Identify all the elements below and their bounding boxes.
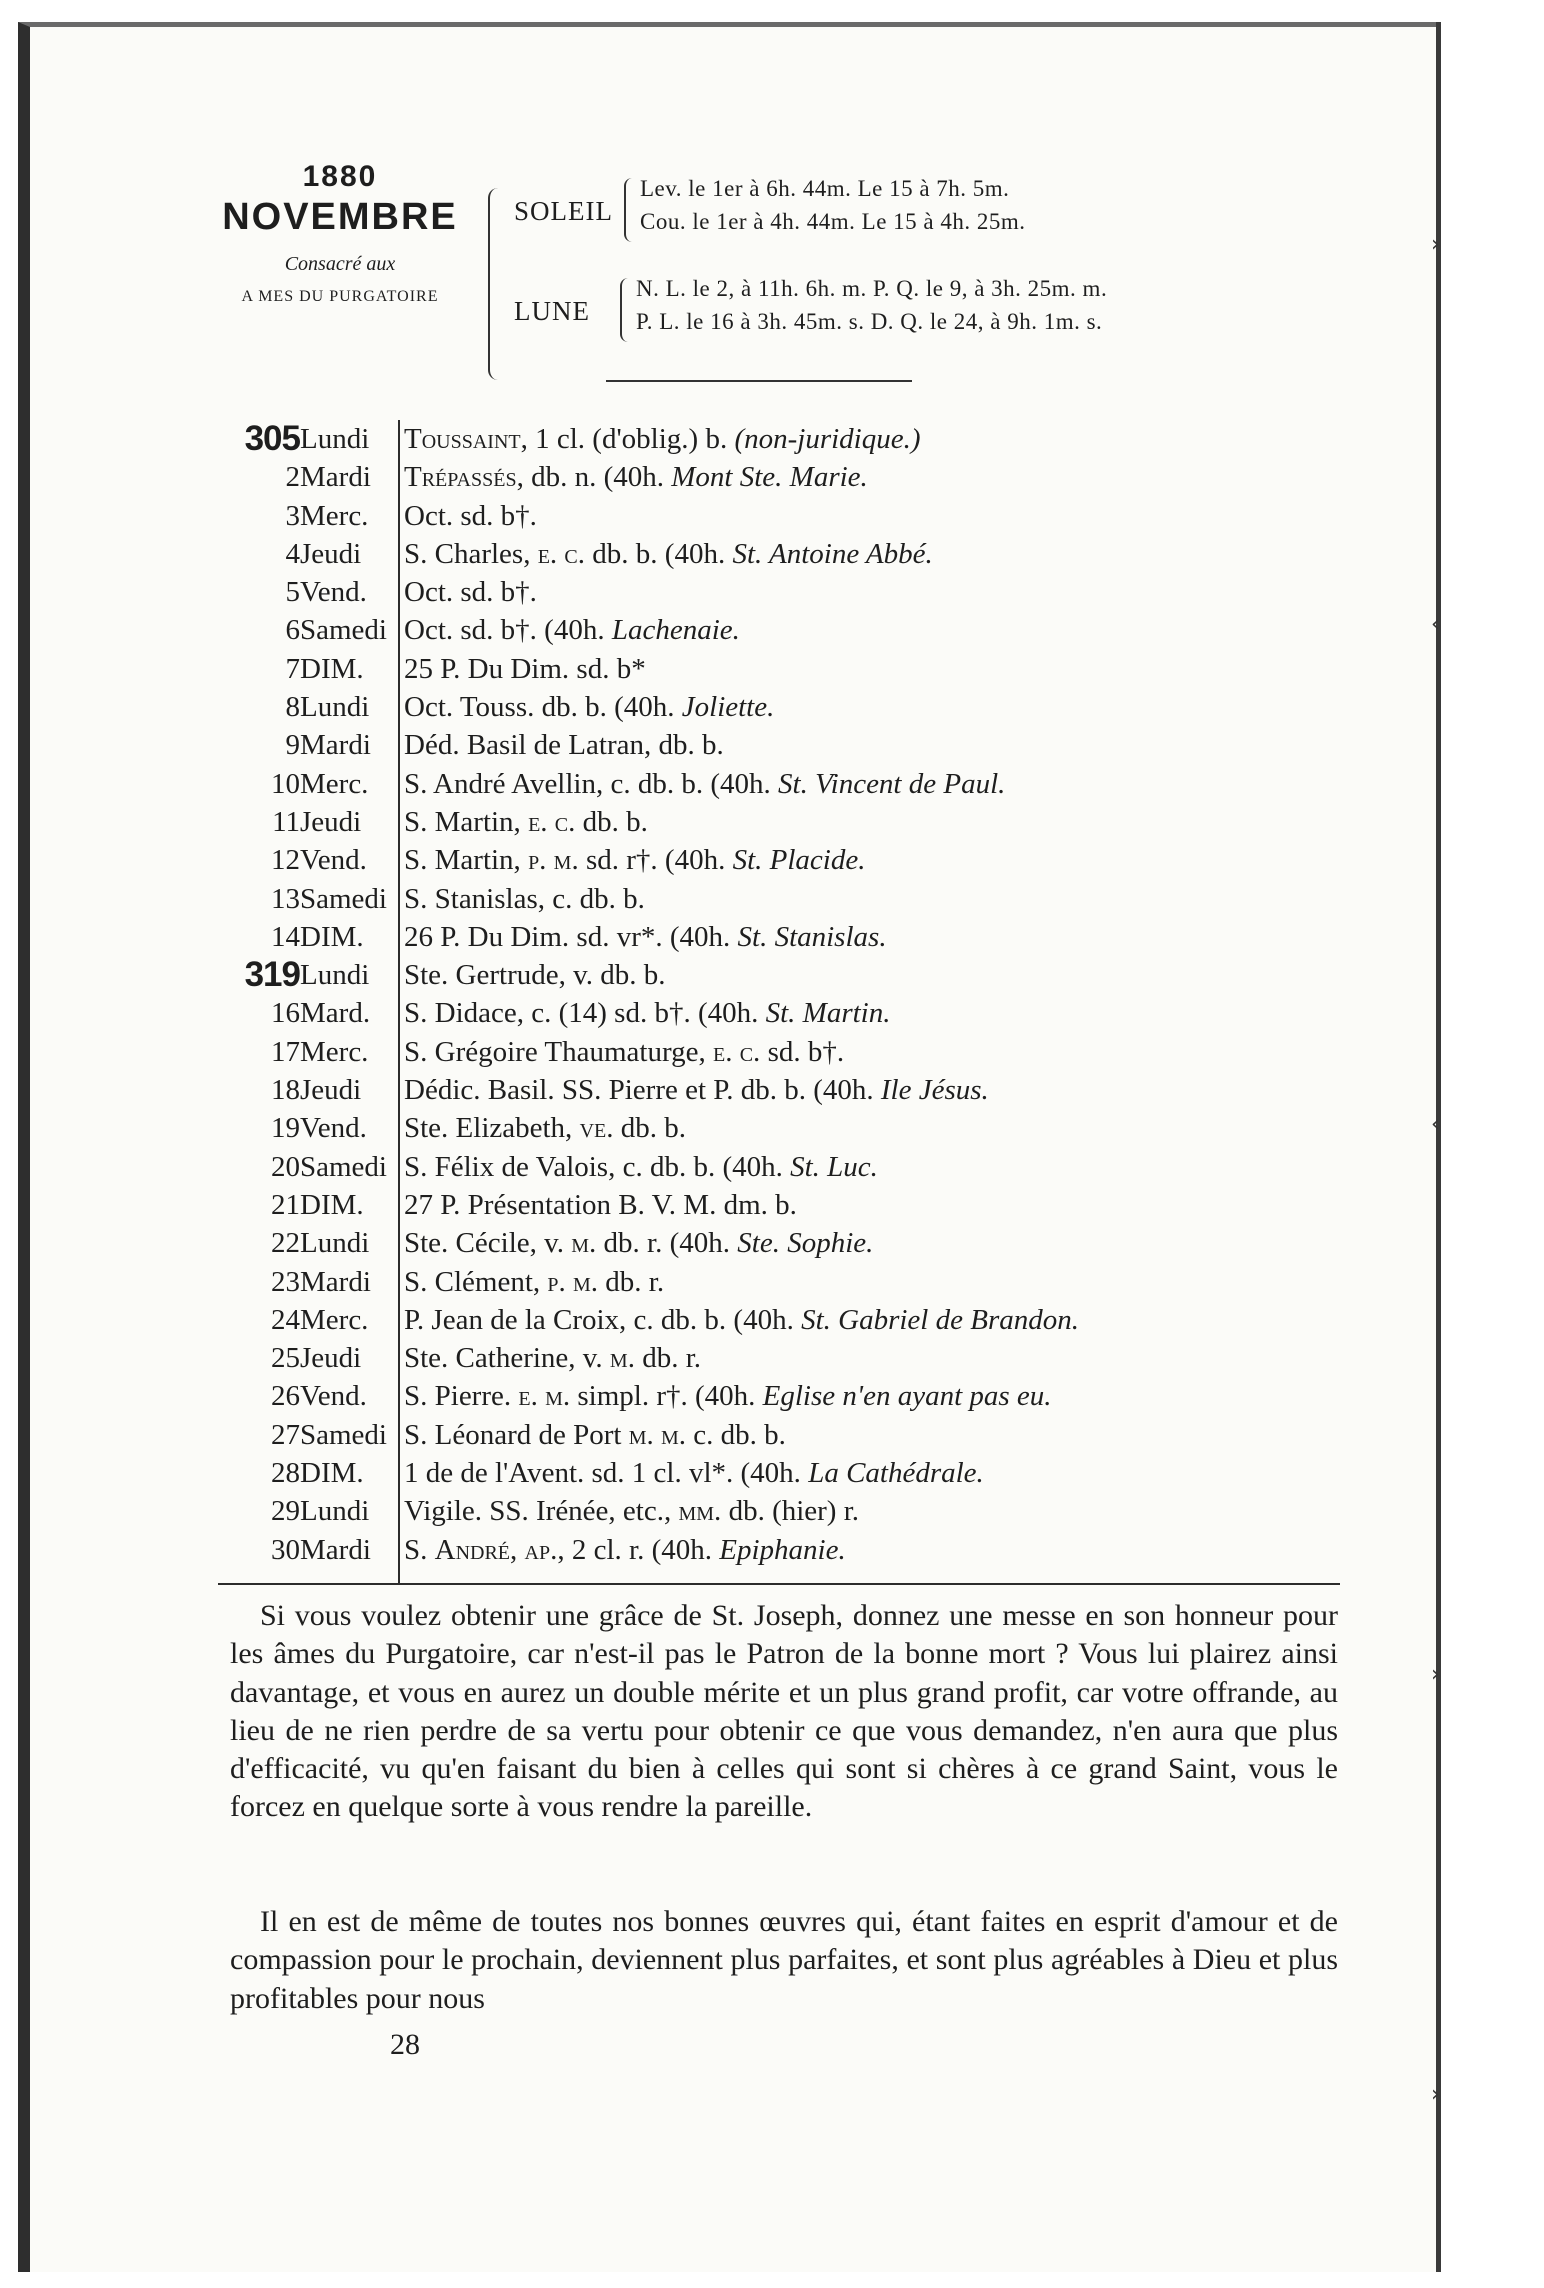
edge-mark: › bbox=[1431, 2082, 1440, 2107]
feast-entry: S. Clément, p. m. db. r. bbox=[404, 1265, 665, 1298]
dedication-label: A MES DU PURGATOIRE bbox=[241, 288, 439, 305]
calendar-row bbox=[190, 994, 1350, 1032]
edge-mark: ‹ bbox=[1431, 1112, 1440, 1137]
feast-entry: S. Martin, e. c. db. b. bbox=[404, 805, 648, 838]
feast-entry: Vigile. SS. Irénée, etc., mm. db. (hier) r. bbox=[404, 1495, 860, 1528]
feast-entry: Oct. sd. b†. bbox=[404, 499, 537, 532]
calendar-row bbox=[190, 458, 1350, 496]
day-number: 11 bbox=[272, 805, 300, 838]
feast-entry: 25 P. Du Dim. sd. b* bbox=[404, 652, 646, 685]
calendar-row bbox=[190, 1186, 1350, 1224]
calendar-table bbox=[190, 420, 1350, 1569]
calendar-row bbox=[190, 726, 1350, 764]
calendar-row bbox=[190, 573, 1350, 611]
day-name: Merc. bbox=[300, 1303, 369, 1336]
edge-mark: › bbox=[1431, 1662, 1440, 1687]
day-number: 19 bbox=[271, 1112, 300, 1145]
day-number: 9 bbox=[285, 729, 300, 762]
day-name: Mardi bbox=[300, 729, 371, 762]
day-number: 25 bbox=[271, 1342, 300, 1375]
feast-entry: S. Martin, p. m. sd. r†. (40h. St. Placide. bbox=[404, 844, 866, 877]
page-number: 28 bbox=[390, 2028, 420, 2061]
feast-entry: S. Grégoire Thaumaturge, e. c. sd. b†. bbox=[404, 1035, 845, 1068]
day-name: Samedi bbox=[300, 614, 387, 647]
header-rule bbox=[606, 380, 912, 382]
calendar-row bbox=[190, 880, 1350, 918]
day-number: 7 bbox=[285, 652, 300, 685]
feast-entry: Ste. Cécile, v. m. db. r. (40h. Ste. Sophie. bbox=[404, 1227, 874, 1260]
day-number: 12 bbox=[271, 844, 300, 877]
day-name: Vend. bbox=[300, 1380, 367, 1413]
calendar-row bbox=[190, 841, 1350, 879]
lune-label: LUNE bbox=[514, 296, 590, 326]
day-name: Samedi bbox=[300, 1150, 387, 1183]
day-name: Jeudi bbox=[300, 1074, 362, 1107]
calendar-row bbox=[190, 1416, 1350, 1454]
feast-entry: Dédic. Basil. SS. Pierre et P. db. b. (40h. Ile Jésus. bbox=[404, 1074, 989, 1107]
day-number: 17 bbox=[271, 1035, 300, 1068]
day-name: Lundi bbox=[300, 1227, 370, 1260]
feast-entry: S. Charles, e. c. db. b. (40h. St. Antoine Abbé. bbox=[404, 537, 933, 570]
calendar-row bbox=[190, 1339, 1350, 1377]
edge-mark: › bbox=[1431, 232, 1440, 257]
calendar-row bbox=[190, 611, 1350, 649]
day-number: 6 bbox=[285, 614, 300, 647]
day-number: 319 bbox=[244, 955, 300, 995]
calendar-row bbox=[190, 535, 1350, 573]
feast-entry: S. Léonard de Port m. m. c. db. b. bbox=[404, 1418, 786, 1451]
day-name: Vend. bbox=[300, 1112, 367, 1145]
day-name: DIM. bbox=[300, 652, 364, 685]
day-number: 305 bbox=[244, 419, 300, 458]
day-name: Lundi bbox=[300, 1495, 370, 1528]
day-name: Lundi bbox=[300, 959, 370, 992]
next-page-edge bbox=[1431, 22, 1544, 2272]
day-name: DIM. bbox=[300, 1457, 364, 1490]
day-name: Jeudi bbox=[300, 537, 362, 570]
feast-entry: S. André Avellin, c. db. b. (40h. St. Vincent de Paul. bbox=[404, 767, 1006, 800]
day-number: 30 bbox=[271, 1533, 300, 1566]
day-name: Mardi bbox=[300, 461, 371, 494]
lune-brace bbox=[620, 278, 630, 342]
calendar-row bbox=[190, 1148, 1350, 1186]
feast-entry: Oct. sd. b†. bbox=[404, 576, 537, 609]
calendar-row bbox=[190, 956, 1350, 994]
calendar-row bbox=[190, 1454, 1350, 1492]
consacre-label: Consacré aux bbox=[284, 253, 396, 275]
feast-entry: 26 P. Du Dim. sd. vr*. (40h. St. Stanislas. bbox=[404, 920, 887, 953]
feast-entry: 1 de de l'Avent. sd. 1 cl. vl*. (40h. La Cathédrale. bbox=[404, 1457, 984, 1490]
day-number: 28 bbox=[271, 1457, 300, 1490]
paragraph-2: Il en est de même de toutes nos bonnes œuvres qui, étant faites en esprit d'amour et de compassion pour le prochain, deviennent plus parfaites, et sont plus agréables à Dieu et plus profitables pour nous bbox=[230, 1905, 1338, 2015]
calendar-row bbox=[190, 497, 1350, 535]
day-name: Samedi bbox=[300, 1418, 387, 1451]
year-label: 1880 bbox=[302, 160, 378, 193]
feast-entry: Ste. Elizabeth, ve. db. b. bbox=[404, 1112, 686, 1145]
calendar-row bbox=[190, 650, 1350, 688]
calendar-row bbox=[190, 1109, 1350, 1147]
day-number: 10 bbox=[271, 767, 300, 800]
calendar-row bbox=[190, 1071, 1350, 1109]
header-brace bbox=[488, 188, 504, 380]
calendar-row bbox=[190, 765, 1350, 803]
feast-entry: S. Didace, c. (14) sd. b†. (40h. St. Martin. bbox=[404, 997, 891, 1030]
day-name: Merc. bbox=[300, 1035, 369, 1068]
feast-entry: Oct. sd. b†. (40h. Lachenaie. bbox=[404, 614, 740, 647]
day-number: 14 bbox=[271, 920, 300, 953]
feast-entry: S. Pierre. e. m. simpl. r†. (40h. Eglise n'en ayant pas eu. bbox=[404, 1380, 1052, 1413]
paragraph-1: Si vous voulez obtenir une grâce de St. Joseph, donnez une messe en son honneur pour les âmes du Purgatoire, car n'est-il pas le Patron de la bonne mort ? Vous lui plairez ainsi davantage, et vous en aurez un double mérite et un plus grand profit, car votre offrande, au lieu de ne rien perdre de sa vertu pour obtenir ce que vous demandez, n'en aura que plus d'efficacité, vu qu'en faisant du bien à celles qui sont si chères à ce grand Saint, vous le forcez en quelque sorte à vous rendre la pareille. bbox=[230, 1599, 1338, 1824]
day-name: Lundi bbox=[300, 423, 370, 455]
feast-entry: Oct. Touss. db. b. (40h. Joliette. bbox=[404, 691, 775, 724]
day-number: 3 bbox=[285, 499, 300, 532]
day-number: 18 bbox=[271, 1074, 300, 1107]
calendar-bottom-rule bbox=[218, 1583, 1340, 1585]
month-title: NOVEMBRE bbox=[222, 196, 458, 238]
soleil-line-1: Lev. le 1er à 6h. 44m. Le 15 à 7h. 5m. bbox=[640, 176, 1010, 201]
day-name: Vend. bbox=[300, 576, 367, 609]
calendar-row bbox=[190, 1033, 1350, 1071]
feast-entry: Déd. Basil de Latran, db. b. bbox=[404, 729, 724, 762]
month-heading bbox=[180, 160, 500, 306]
feast-entry: S. Stanislas, c. db. b. bbox=[404, 882, 645, 915]
day-number: 13 bbox=[271, 882, 300, 915]
calendar-row bbox=[190, 420, 1350, 458]
feast-entry: Ste. Gertrude, v. db. b. bbox=[404, 959, 666, 992]
day-name: Mard. bbox=[300, 997, 371, 1030]
lune-line-2: P. L. le 16 à 3h. 45m. s. D. Q. le 24, à 9h. 1m. s. bbox=[636, 309, 1103, 334]
day-number: 2 bbox=[285, 461, 300, 494]
calendar-row bbox=[190, 1377, 1350, 1415]
day-number: 24 bbox=[271, 1303, 300, 1336]
day-name: Merc. bbox=[300, 767, 369, 800]
day-name: Mardi bbox=[300, 1533, 371, 1566]
calendar-row bbox=[190, 1224, 1350, 1262]
day-number: 4 bbox=[285, 537, 300, 570]
feast-entry: Trépassés, db. n. (40h. Mont Ste. Marie. bbox=[404, 461, 868, 494]
calendar-row bbox=[190, 1492, 1350, 1530]
feast-entry: S. André, ap., 2 cl. r. (40h. Epiphanie. bbox=[404, 1533, 846, 1566]
soleil-label: SOLEIL bbox=[514, 196, 613, 226]
day-number: 8 bbox=[285, 691, 300, 724]
day-number: 21 bbox=[271, 1188, 300, 1221]
calendar-row bbox=[190, 1263, 1350, 1301]
day-name: Merc. bbox=[300, 499, 369, 532]
day-name: Vend. bbox=[300, 844, 367, 877]
calendar-row bbox=[190, 688, 1350, 726]
feast-entry: Toussaint, 1 cl. (d'oblig.) b. (non-juridique.) bbox=[404, 423, 921, 455]
day-name: DIM. bbox=[300, 1188, 364, 1221]
feast-entry: P. Jean de la Croix, c. db. b. (40h. St. Gabriel de Brandon. bbox=[404, 1303, 1079, 1336]
day-name: Mardi bbox=[300, 1265, 371, 1298]
day-number: 26 bbox=[271, 1380, 300, 1413]
day-number: 29 bbox=[271, 1495, 300, 1528]
day-number: 22 bbox=[271, 1227, 300, 1260]
day-name: Samedi bbox=[300, 882, 387, 915]
soleil-line-2: Cou. le 1er à 4h. 44m. Le 15 à 4h. 25m. bbox=[640, 209, 1026, 234]
edge-mark: ‹ bbox=[1431, 612, 1440, 637]
day-name: Jeudi bbox=[300, 805, 362, 838]
day-name: Jeudi bbox=[300, 1342, 362, 1375]
feast-entry: 27 P. Présentation B. V. M. dm. b. bbox=[404, 1188, 797, 1221]
calendar-row bbox=[190, 1301, 1350, 1339]
day-number: 27 bbox=[271, 1418, 300, 1451]
lune-line-1: N. L. le 2, à 11h. 6h. m. P. Q. le 9, à 3h. 25m. m. bbox=[636, 276, 1108, 301]
day-number: 20 bbox=[271, 1150, 300, 1183]
day-number: 5 bbox=[285, 576, 300, 609]
calendar-row bbox=[190, 1531, 1350, 1569]
calendar-row bbox=[190, 803, 1350, 841]
feast-entry: S. Félix de Valois, c. db. b. (40h. St. Luc. bbox=[404, 1150, 878, 1183]
feast-entry: Ste. Catherine, v. m. db. r. bbox=[404, 1342, 702, 1375]
day-name: Lundi bbox=[300, 691, 370, 724]
day-number: 16 bbox=[271, 997, 300, 1030]
soleil-brace bbox=[624, 178, 634, 242]
calendar-column-rule bbox=[398, 420, 400, 1583]
day-number: 23 bbox=[271, 1265, 300, 1298]
calendar-row bbox=[190, 918, 1350, 956]
day-name: DIM. bbox=[300, 920, 364, 953]
